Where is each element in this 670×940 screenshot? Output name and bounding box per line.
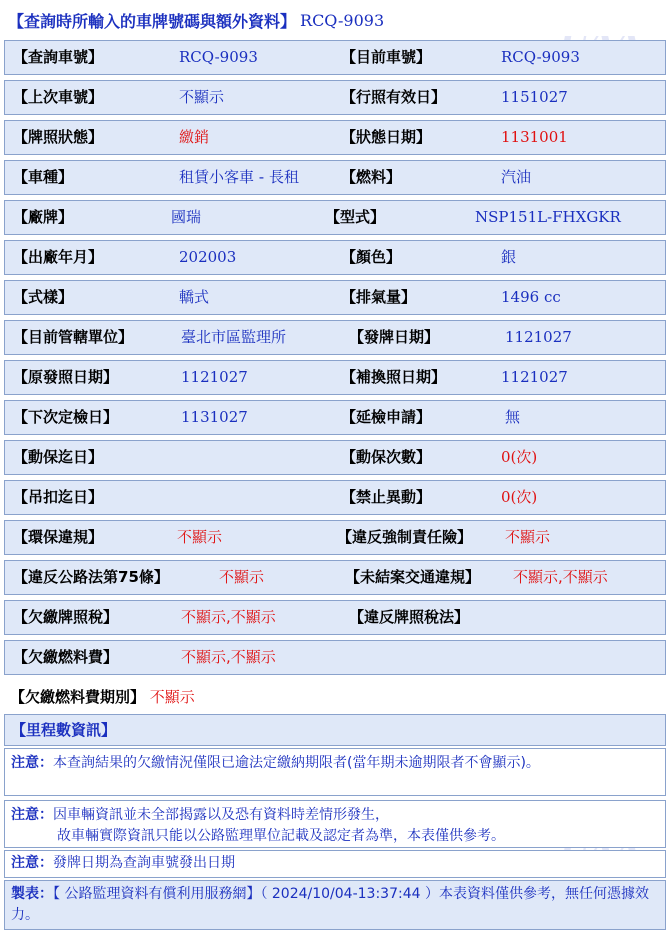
label-highway-law-violation: 【違反公路法第75條】 [13,568,169,586]
label-open-traffic-violation: 【未結案交通違規】 [345,568,481,586]
value-vehicle-type: 租賃小客車 - 長租 [179,168,299,186]
value-environmental-violation: 不顯示 [177,528,223,546]
query-header [4,4,666,36]
header-plate: RCQ-9093 [300,10,385,30]
label-issue-date: 【發牌日期】 [349,328,440,346]
note-text: 本查詢結果的欠繳情況僅限已逾法定繳納期限者(當年期未逾期限者不會顯示)。 [53,755,540,771]
info-row [4,240,666,275]
label-jurisdiction: 【目前管轄單位】 [13,328,134,346]
label-color: 【顏色】 [341,248,402,266]
footer-head: 製表： [11,886,53,902]
label-replacement-date: 【補換照日期】 [341,368,447,386]
value-highway-law-violation: 不顯示 [219,568,265,586]
label-license-tax-violation: 【違反牌照稅法】 [349,608,470,626]
label-manufacture-date: 【出廠年月】 [13,248,104,266]
info-row [4,480,666,515]
label-model: 【型式】 [325,208,386,226]
label-license-valid-date: 【行照有效日】 [341,88,447,106]
footer-text: 【 公路監理資料有償利用服務網】（ 2024/10/04-13:37:44 ）本表資料僅供參考，無任何憑據效力。 [11,886,649,923]
label-body-style: 【式樣】 [13,288,74,306]
value-displacement: 1496 cc [501,288,561,306]
info-row [4,360,666,395]
note-head: 注意： [11,807,53,823]
info-row [4,600,666,635]
label-vehicle-type: 【車種】 [13,168,74,186]
value-original-license-date: 1121027 [181,368,248,386]
value-jurisdiction: 臺北市區監理所 [181,328,287,346]
info-row [4,80,666,115]
label-fuel: 【燃料】 [341,168,402,186]
label-unpaid-fuel-fee: 【欠繳燃料費】 [13,648,119,666]
header-title: 【查詢時所輸入的車牌號碼與額外資料】 [8,11,297,31]
note-overdue [4,748,666,796]
value-replacement-date: 1121027 [501,368,568,386]
info-row [4,320,666,355]
info-row [4,640,666,675]
value-query-plate: RCQ-9093 [179,48,258,66]
note-disclaimer [4,800,666,848]
info-row [4,280,666,315]
label-brand: 【廠牌】 [13,208,74,226]
label-displacement: 【排氣量】 [341,288,417,306]
label-current-plate: 【目前車號】 [341,48,432,66]
label-inspection-extension: 【延檢申請】 [341,408,432,426]
note-text: 發牌日期為查詢車號發出日期 [53,855,235,871]
mileage-section-title: 【里程數資訊】 [4,714,666,746]
label-fuel-fee-period: 【欠繳燃料費期別】 [10,688,146,706]
label-previous-plate: 【上次車號】 [13,88,104,106]
label-transfer-ban: 【禁止異動】 [341,488,432,506]
value-previous-plate: 不顯示 [179,88,225,106]
value-fuel-fee-period: 不顯示 [149,688,195,706]
value-transfer-ban: 0(次) [501,488,538,506]
label-environmental-violation: 【環保違規】 [13,528,104,546]
note-line: 因車輛資訊並未全部揭露以及恐有資料時差情形發生， [53,807,389,823]
value-manufacture-date: 202003 [179,248,237,266]
value-lien-count: 0(次) [501,448,538,466]
info-row [4,40,666,75]
info-row [4,560,666,595]
value-model: NSP151L-FHXGKR [475,208,621,226]
note-issue-date [4,850,666,878]
value-license-valid-date: 1151027 [501,88,568,106]
value-status-date: 1131001 [501,128,568,146]
fuel-fee-period-row [4,682,666,712]
value-body-style: 轎式 [179,288,210,306]
info-row [4,440,666,475]
info-row [4,520,666,555]
label-lien-count: 【動保次數】 [341,448,432,466]
value-brand: 國瑞 [171,208,202,226]
value-current-plate: RCQ-9093 [501,48,580,66]
value-issue-date: 1121027 [505,328,572,346]
label-next-inspection: 【下次定檢日】 [13,408,119,426]
value-fuel: 汽油 [501,168,532,186]
label-unpaid-license-tax: 【欠繳牌照稅】 [13,608,119,626]
value-color: 銀 [501,248,517,266]
label-original-license-date: 【原發照日期】 [13,368,119,386]
label-suspension-end-date: 【吊扣迄日】 [13,488,104,506]
value-inspection-extension: 無 [505,408,521,426]
info-row [4,400,666,435]
label-query-plate: 【查詢車號】 [13,48,104,66]
note-line: 故車輛實際資訊只能以公路監理單位記載及認定者為準，本表僅供參考。 [57,828,505,844]
value-unpaid-fuel-fee: 不顯示,不顯示 [181,648,276,666]
info-row [4,200,666,235]
value-plate-status: 繳銷 [179,128,210,146]
value-next-inspection: 1131027 [181,408,248,426]
value-open-traffic-violation: 不顯示,不顯示 [513,568,608,586]
label-plate-status: 【牌照狀態】 [13,128,104,146]
info-row [4,120,666,155]
label-lien-end-date: 【動保迄日】 [13,448,104,466]
footer-generated-by [4,880,666,930]
note-head: 注意： [11,855,53,871]
value-insurance-violation: 不顯示 [505,528,551,546]
info-row [4,160,666,195]
label-insurance-violation: 【違反強制責任險】 [337,528,473,546]
label-status-date: 【狀態日期】 [341,128,432,146]
value-unpaid-license-tax: 不顯示,不顯示 [181,608,276,626]
note-head: 注意： [11,755,53,771]
